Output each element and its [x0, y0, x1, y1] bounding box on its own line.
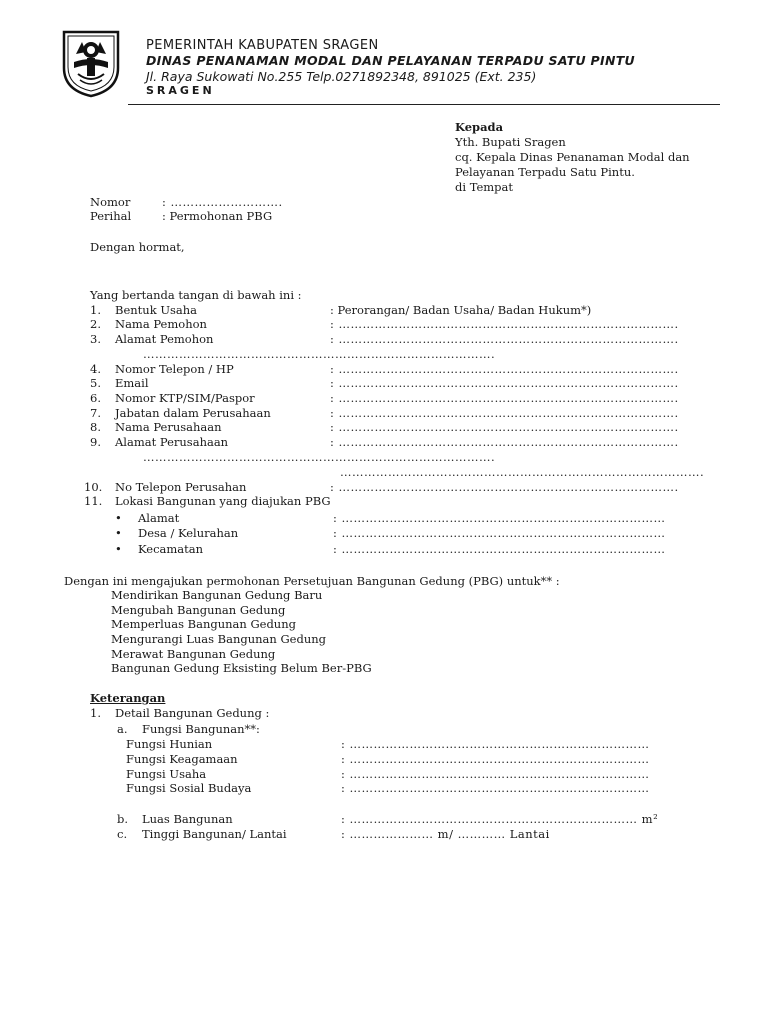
bullet-icon: •: [115, 511, 122, 525]
recipient-place: di Tempat: [455, 180, 514, 194]
field-value-ktp: : ………………………………………………………………………….: [330, 391, 679, 405]
perihal-value: : Permohonan PBG: [162, 209, 273, 223]
fungsi-usaha-label: Fungsi Usaha: [126, 767, 207, 781]
regency-emblem-logo: [60, 28, 122, 98]
field-value-alamat-perusahaan-cont2: ……………………………………………………………………………….: [340, 465, 705, 479]
detail-label: Detail Bangunan Gedung :: [115, 706, 270, 720]
field-label-alamat-pemohon: Alamat Pemohon: [115, 332, 214, 346]
recipient-cq: cq. Kepala Dinas Penanaman Modal dan: [455, 150, 690, 164]
field-number: 8.: [90, 420, 101, 434]
fungsi-keagamaan-value: : …………………………………………………………………: [341, 752, 650, 766]
field-label-alamat-perusahaan: Alamat Perusahaan: [115, 435, 229, 449]
recipient-yth: Yth. Bupati Sragen: [455, 135, 566, 149]
field-number: 11.: [84, 494, 103, 508]
sub-label-kecamatan: Kecamatan: [138, 542, 204, 556]
letterhead-address: Jl. Raya Sukowati No.255 Telp.0271892348, 891025 (Ext. 235): [146, 69, 537, 84]
field-value-jabatan: : ………………………………………………………………………….: [330, 406, 679, 420]
field-value-alamat-perusahaan-cont1: …………………………………………………………………………….: [143, 450, 496, 464]
sub-value-kecamatan: : ………………………………………………………………………: [333, 542, 666, 556]
letterhead-divider: [128, 104, 720, 105]
recipient-cq2: Pelayanan Terpadu Satu Pintu.: [455, 165, 635, 179]
field-label-lokasi-bangunan: Lokasi Bangunan yang diajukan PBG: [115, 494, 331, 508]
bullet-icon: •: [115, 526, 122, 540]
field-label-telepon-perusahaan: No Telepon Perusahan: [115, 480, 247, 494]
field-number: 4.: [90, 362, 101, 376]
fungsi-hunian-value: : …………………………………………………………………: [341, 737, 650, 751]
field-label-jabatan: Jabatan dalam Perusahaan: [115, 406, 271, 420]
letterhead-agency: DINAS PENANAMAN MODAL DAN PELAYANAN TERPADU SATU PINTU: [146, 53, 636, 68]
request-lead: Dengan ini mengajukan permohonan Persetujuan Bangunan Gedung (PBG) untuk** :: [64, 574, 560, 588]
field-number: 10.: [84, 480, 103, 494]
field-label-telepon: Nomor Telepon / HP: [115, 362, 234, 376]
bullet-icon: •: [115, 542, 122, 556]
letterhead-government: PEMERINTAH KABUPATEN SRAGEN: [146, 38, 379, 53]
field-value-nama-perusahaan: : ………………………………………………………………………….: [330, 420, 679, 434]
fungsi-sosial-value: : …………………………………………………………………: [341, 781, 650, 795]
field-number: 5.: [90, 376, 101, 390]
intro-text: Yang bertanda tangan di bawah ini :: [90, 288, 302, 302]
fungsi-label: Fungsi Bangunan**:: [142, 722, 260, 736]
request-option: Mengubah Bangunan Gedung: [111, 603, 286, 617]
sub-value-desa: : ………………………………………………………………………: [333, 526, 666, 540]
fungsi-hunian-label: Fungsi Hunian: [126, 737, 213, 751]
luas-value: : ……………………………………………………………… m²: [341, 812, 659, 826]
field-value-bentuk-usaha: : Perorangan/ Badan Usaha/ Badan Hukum*): [330, 303, 592, 317]
request-option: Bangunan Gedung Eksisting Belum Ber-PBG: [111, 661, 372, 675]
field-number: 2.: [90, 317, 101, 331]
request-option: Mengurangi Luas Bangunan Gedung: [111, 632, 327, 646]
field-value-alamat-pemohon: : ………………………………………………………………………….: [330, 332, 679, 346]
tinggi-label: Tinggi Bangunan/ Lantai: [142, 827, 287, 841]
sub-label-alamat: Alamat: [138, 511, 180, 525]
nomor-value: : ……………………….: [162, 195, 283, 209]
field-label-ktp: Nomor KTP/SIM/Paspor: [115, 391, 255, 405]
recipient-kepada: Kepada: [455, 120, 504, 134]
field-value-alamat-pemohon-cont: …………………………………………………………………………….: [143, 347, 496, 361]
fungsi-keagamaan-label: Fungsi Keagamaan: [126, 752, 238, 766]
field-value-alamat-perusahaan: : ………………………………………………………………………….: [330, 435, 679, 449]
sub-label-desa: Desa / Kelurahan: [138, 526, 239, 540]
tinggi-number: c.: [117, 827, 128, 841]
perihal-label: Perihal: [90, 209, 132, 223]
keterangan-title: Keterangan: [90, 691, 166, 705]
field-label-nama-perusahaan: Nama Perusahaan: [115, 420, 222, 434]
field-number: 3.: [90, 332, 101, 346]
request-option: Mendirikan Bangunan Gedung Baru: [111, 588, 323, 602]
greeting: Dengan hormat,: [90, 240, 185, 254]
field-value-telepon-perusahaan: : ………………………………………………………………………….: [330, 480, 679, 494]
field-label-bentuk-usaha: Bentuk Usaha: [115, 303, 198, 317]
fungsi-number: a.: [117, 722, 128, 736]
field-number: 7.: [90, 406, 101, 420]
detail-number: 1.: [90, 706, 101, 720]
nomor-label: Nomor: [90, 195, 131, 209]
letterhead-city: SRAGEN: [146, 84, 215, 97]
field-number: 1.: [90, 303, 101, 317]
field-number: 9.: [90, 435, 101, 449]
sub-value-alamat: : ………………………………………………………………………: [333, 511, 666, 525]
field-value-email: : ………………………………………………………………………….: [330, 376, 679, 390]
field-label-email: Email: [115, 376, 149, 390]
field-value-telepon: : ………………………………………………………………………….: [330, 362, 679, 376]
request-option: Merawat Bangunan Gedung: [111, 647, 276, 661]
field-number: 6.: [90, 391, 101, 405]
luas-number: b.: [117, 812, 129, 826]
fungsi-usaha-value: : …………………………………………………………………: [341, 767, 650, 781]
fungsi-sosial-label: Fungsi Sosial Budaya: [126, 781, 252, 795]
luas-label: Luas Bangunan: [142, 812, 233, 826]
field-label-nama-pemohon: Nama Pemohon: [115, 317, 207, 331]
field-value-nama-pemohon: : ………………………………………………………………………….: [330, 317, 679, 331]
tinggi-value: : ………………… m/ ………… Lantai: [341, 827, 550, 841]
request-option: Memperluas Bangunan Gedung: [111, 617, 296, 631]
